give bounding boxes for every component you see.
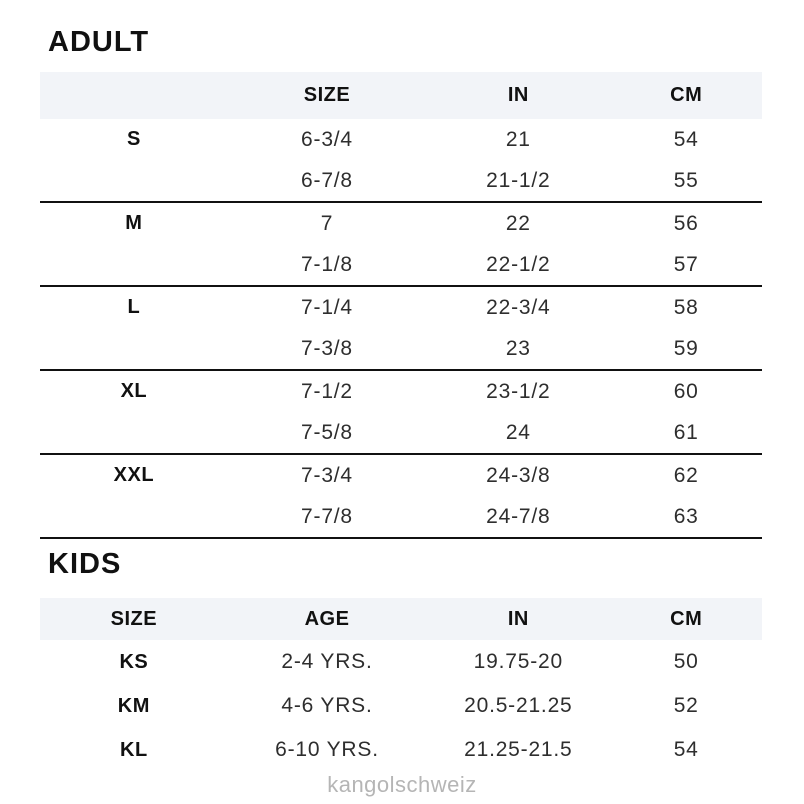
size-value: 7-1/8 (301, 252, 353, 276)
kids-section-title: KIDS (48, 548, 122, 580)
in-value: 24 (505, 420, 531, 444)
age-value: 4-6 YRS. (281, 694, 373, 717)
table-row (40, 328, 762, 369)
table-row (40, 287, 762, 328)
age-value: 6-10 YRS. (275, 738, 379, 761)
kids-header-size: SIZE (110, 607, 158, 630)
in-value: 21 (505, 127, 531, 151)
in-value: 24-7/8 (486, 504, 551, 528)
cm-value: 58 (673, 295, 699, 319)
table-row (40, 684, 762, 728)
in-value: 20.5-21.25 (464, 694, 573, 717)
adult-size-group-xxl (40, 455, 762, 539)
in-value: 23-1/2 (486, 379, 551, 403)
size-value: 6-7/8 (301, 168, 353, 192)
table-row (40, 160, 762, 201)
size-value: 7-3/8 (301, 336, 353, 360)
cm-value: 63 (673, 504, 699, 528)
table-row (40, 455, 762, 496)
size-label: KM (117, 694, 150, 717)
adult-size-group-l (40, 287, 762, 371)
in-value: 24-3/8 (486, 463, 551, 487)
size-label: M (125, 212, 143, 234)
table-row (40, 412, 762, 453)
table-row (40, 371, 762, 412)
cm-value: 56 (673, 211, 699, 235)
adult-header-size: SIZE (303, 84, 351, 106)
in-value: 22-3/4 (486, 295, 551, 319)
size-label: S (126, 128, 141, 150)
adult-header-cm: CM (670, 84, 703, 106)
size-value: 6-3/4 (301, 127, 353, 151)
size-value: 7-7/8 (301, 504, 353, 528)
size-label: XXL (113, 464, 155, 486)
adult-size-group-s (40, 119, 762, 203)
kids-header-in: IN (507, 607, 529, 630)
cm-value: 55 (673, 168, 699, 192)
size-value: 7-1/2 (301, 379, 353, 403)
table-row (40, 640, 762, 684)
size-label: L (127, 296, 141, 318)
cm-value: 50 (673, 650, 699, 673)
size-label: KS (119, 650, 149, 673)
in-value: 19.75-20 (473, 650, 563, 673)
cm-value: 59 (673, 336, 699, 360)
adult-size-table (40, 72, 762, 539)
adult-table-header-row (40, 72, 762, 119)
in-value: 22-1/2 (486, 252, 551, 276)
size-label: XL (120, 380, 148, 402)
size-value: 7-5/8 (301, 420, 353, 444)
size-value: 7-3/4 (301, 463, 353, 487)
table-row (40, 203, 762, 244)
kids-table-header-row (40, 598, 762, 640)
table-row (40, 119, 762, 160)
adult-size-group-xl (40, 371, 762, 455)
size-value: 7 (320, 211, 334, 235)
kids-header-cm: CM (670, 607, 703, 630)
kids-header-age: AGE (304, 607, 350, 630)
cm-value: 57 (673, 252, 699, 276)
adult-header-in: IN (507, 84, 529, 106)
kids-size-table (40, 598, 762, 772)
in-value: 21-1/2 (486, 168, 551, 192)
cm-value: 54 (673, 738, 699, 761)
cm-value: 54 (673, 127, 699, 151)
size-label: KL (120, 738, 148, 761)
in-value: 23 (505, 336, 531, 360)
size-value: 7-1/4 (301, 295, 353, 319)
in-value: 22 (505, 211, 531, 235)
adult-section-title: ADULT (48, 26, 150, 58)
cm-value: 62 (673, 463, 699, 487)
cm-value: 52 (673, 694, 699, 717)
watermark-text: kangolschweiz (327, 772, 477, 797)
cm-value: 61 (673, 420, 699, 444)
in-value: 21.25-21.5 (464, 738, 573, 761)
table-row (40, 496, 762, 537)
adult-size-group-m (40, 203, 762, 287)
age-value: 2-4 YRS. (281, 650, 373, 673)
cm-value: 60 (673, 379, 699, 403)
table-row (40, 728, 762, 772)
table-row (40, 244, 762, 285)
